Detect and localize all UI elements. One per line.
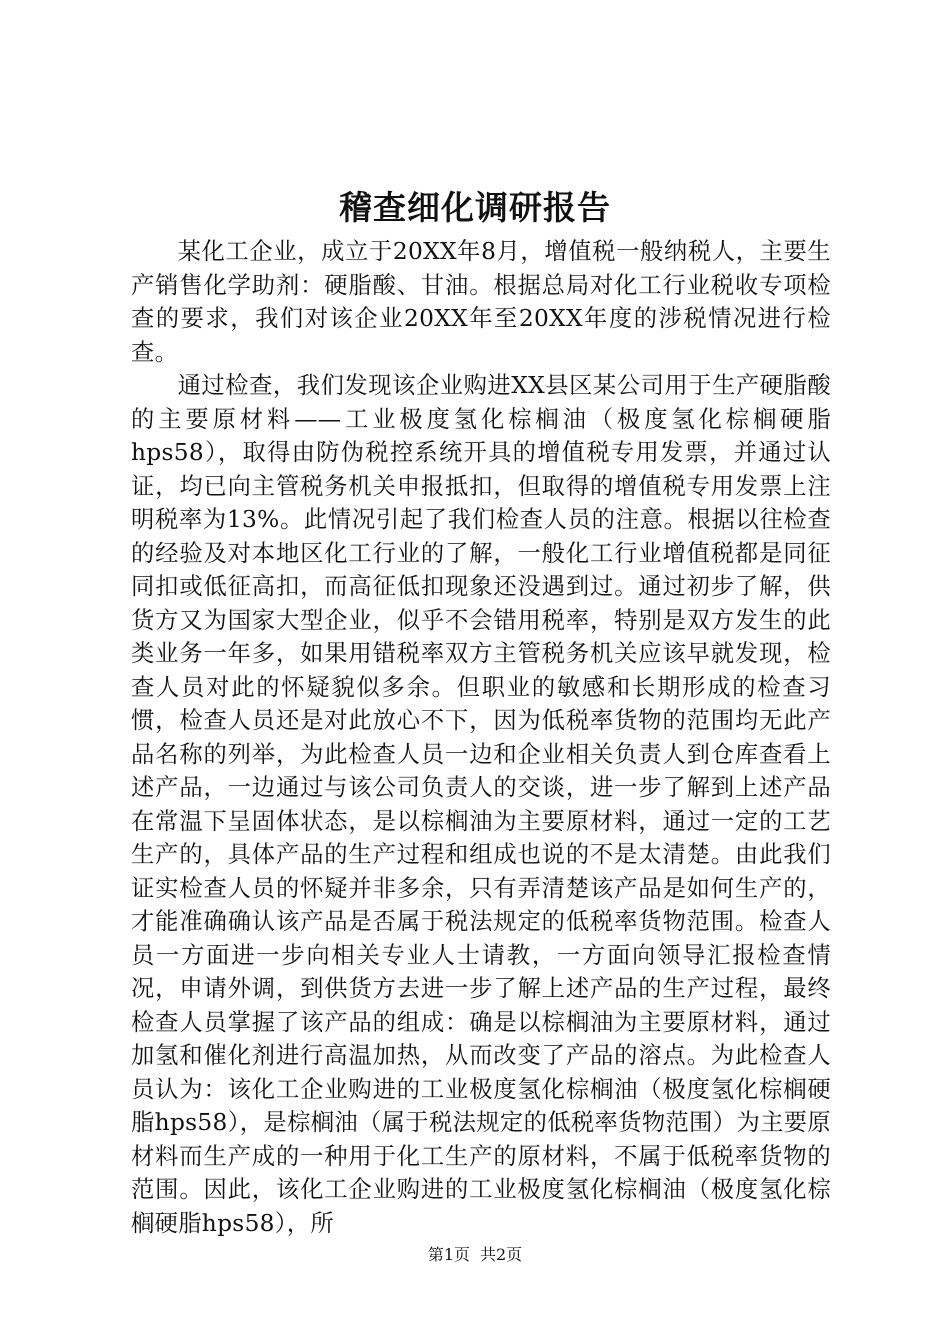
page-count: 共2页 <box>480 1245 523 1264</box>
paragraph-findings: 通过检查，我们发现该企业购进XX县区某公司用于生产硬脂酸的主要原材料——工业极度氢化棕榈油（极度氢化棕榈硬脂hps58），取得由防伪税控系统开具的增值税专用发票，并通过认证，均已向主管税务机关申报抵扣，但取得的增值税专用发票上注明税率为13%。此情况引起了我们检查人员的注意。根据以往检查的经验及对本地区化工行业的了解，一般化工行业增值税都是同征同扣或低征高扣，而高征低扣现象还没遇到过。通过初步了解，供货方又为国家大型企业，似乎不会错用税率，特别是双方发生的此类业务一年多，如果用错税率双方主管税务机关应该早就发现，检查人员对此的怀疑貌似多余。但职业的敏感和长期形成的检查习惯，检查人员还是对此放心不下，因为低税率货物的范围均无此产品名称的列举，为此检查人员一边和企业相关负责人到仓库查看上述产品，一边通过与该公司负责人的交谈，进一步了解到上述产品在常温下呈固体状态，是以棕榈油为主要原材料，通过一定的工艺生产的，具体产品的生产过程和组成也说的不是太清楚。由此我们证实检查人员的怀疑并非多余，只有弄清楚该产品是如何生产的，才能准确确认该产品是否属于税法规定的低税率货物范围。检查人员一方面进一步向相关专业人士请教，一方面向领导汇报检查情况，申请外调，到供货方去进一步了解上述产品的生产过程，最终检查人员掌握了该产品的组成：确是以棕榈油为主要原材料，通过加氢和催化剂进行高温加热，从而改变了产品的溶点。为此检查人员认为：该化工企业购进的工业极度氢化棕榈油（极度氢化棕榈硬脂hps58），是棕榈油（属于税法规定的低税率货物范围）为主要原材料而生产成的一种用于化工生产的原材料，不属于低税率货物的范围。因此，该化工企业购进的工业极度氢化棕榈油（极度氢化棕榈硬脂hps58），所 <box>131 372 831 1237</box>
document-body <box>131 235 831 1240</box>
page-number: 第1页 <box>427 1245 470 1264</box>
paragraph-intro: 某化工企业，成立于20XX年8月，增值税一般纳税人，主要生产销售化学助剂：硬脂酸、甘油。根据总局对化工行业税收专项检查的要求，我们对该企业20XX年至20XX年度的涉税情况进行检查。 <box>131 238 831 366</box>
page-footer <box>0 1244 950 1266</box>
document-title: 稽查细化调研报告 <box>339 188 611 227</box>
